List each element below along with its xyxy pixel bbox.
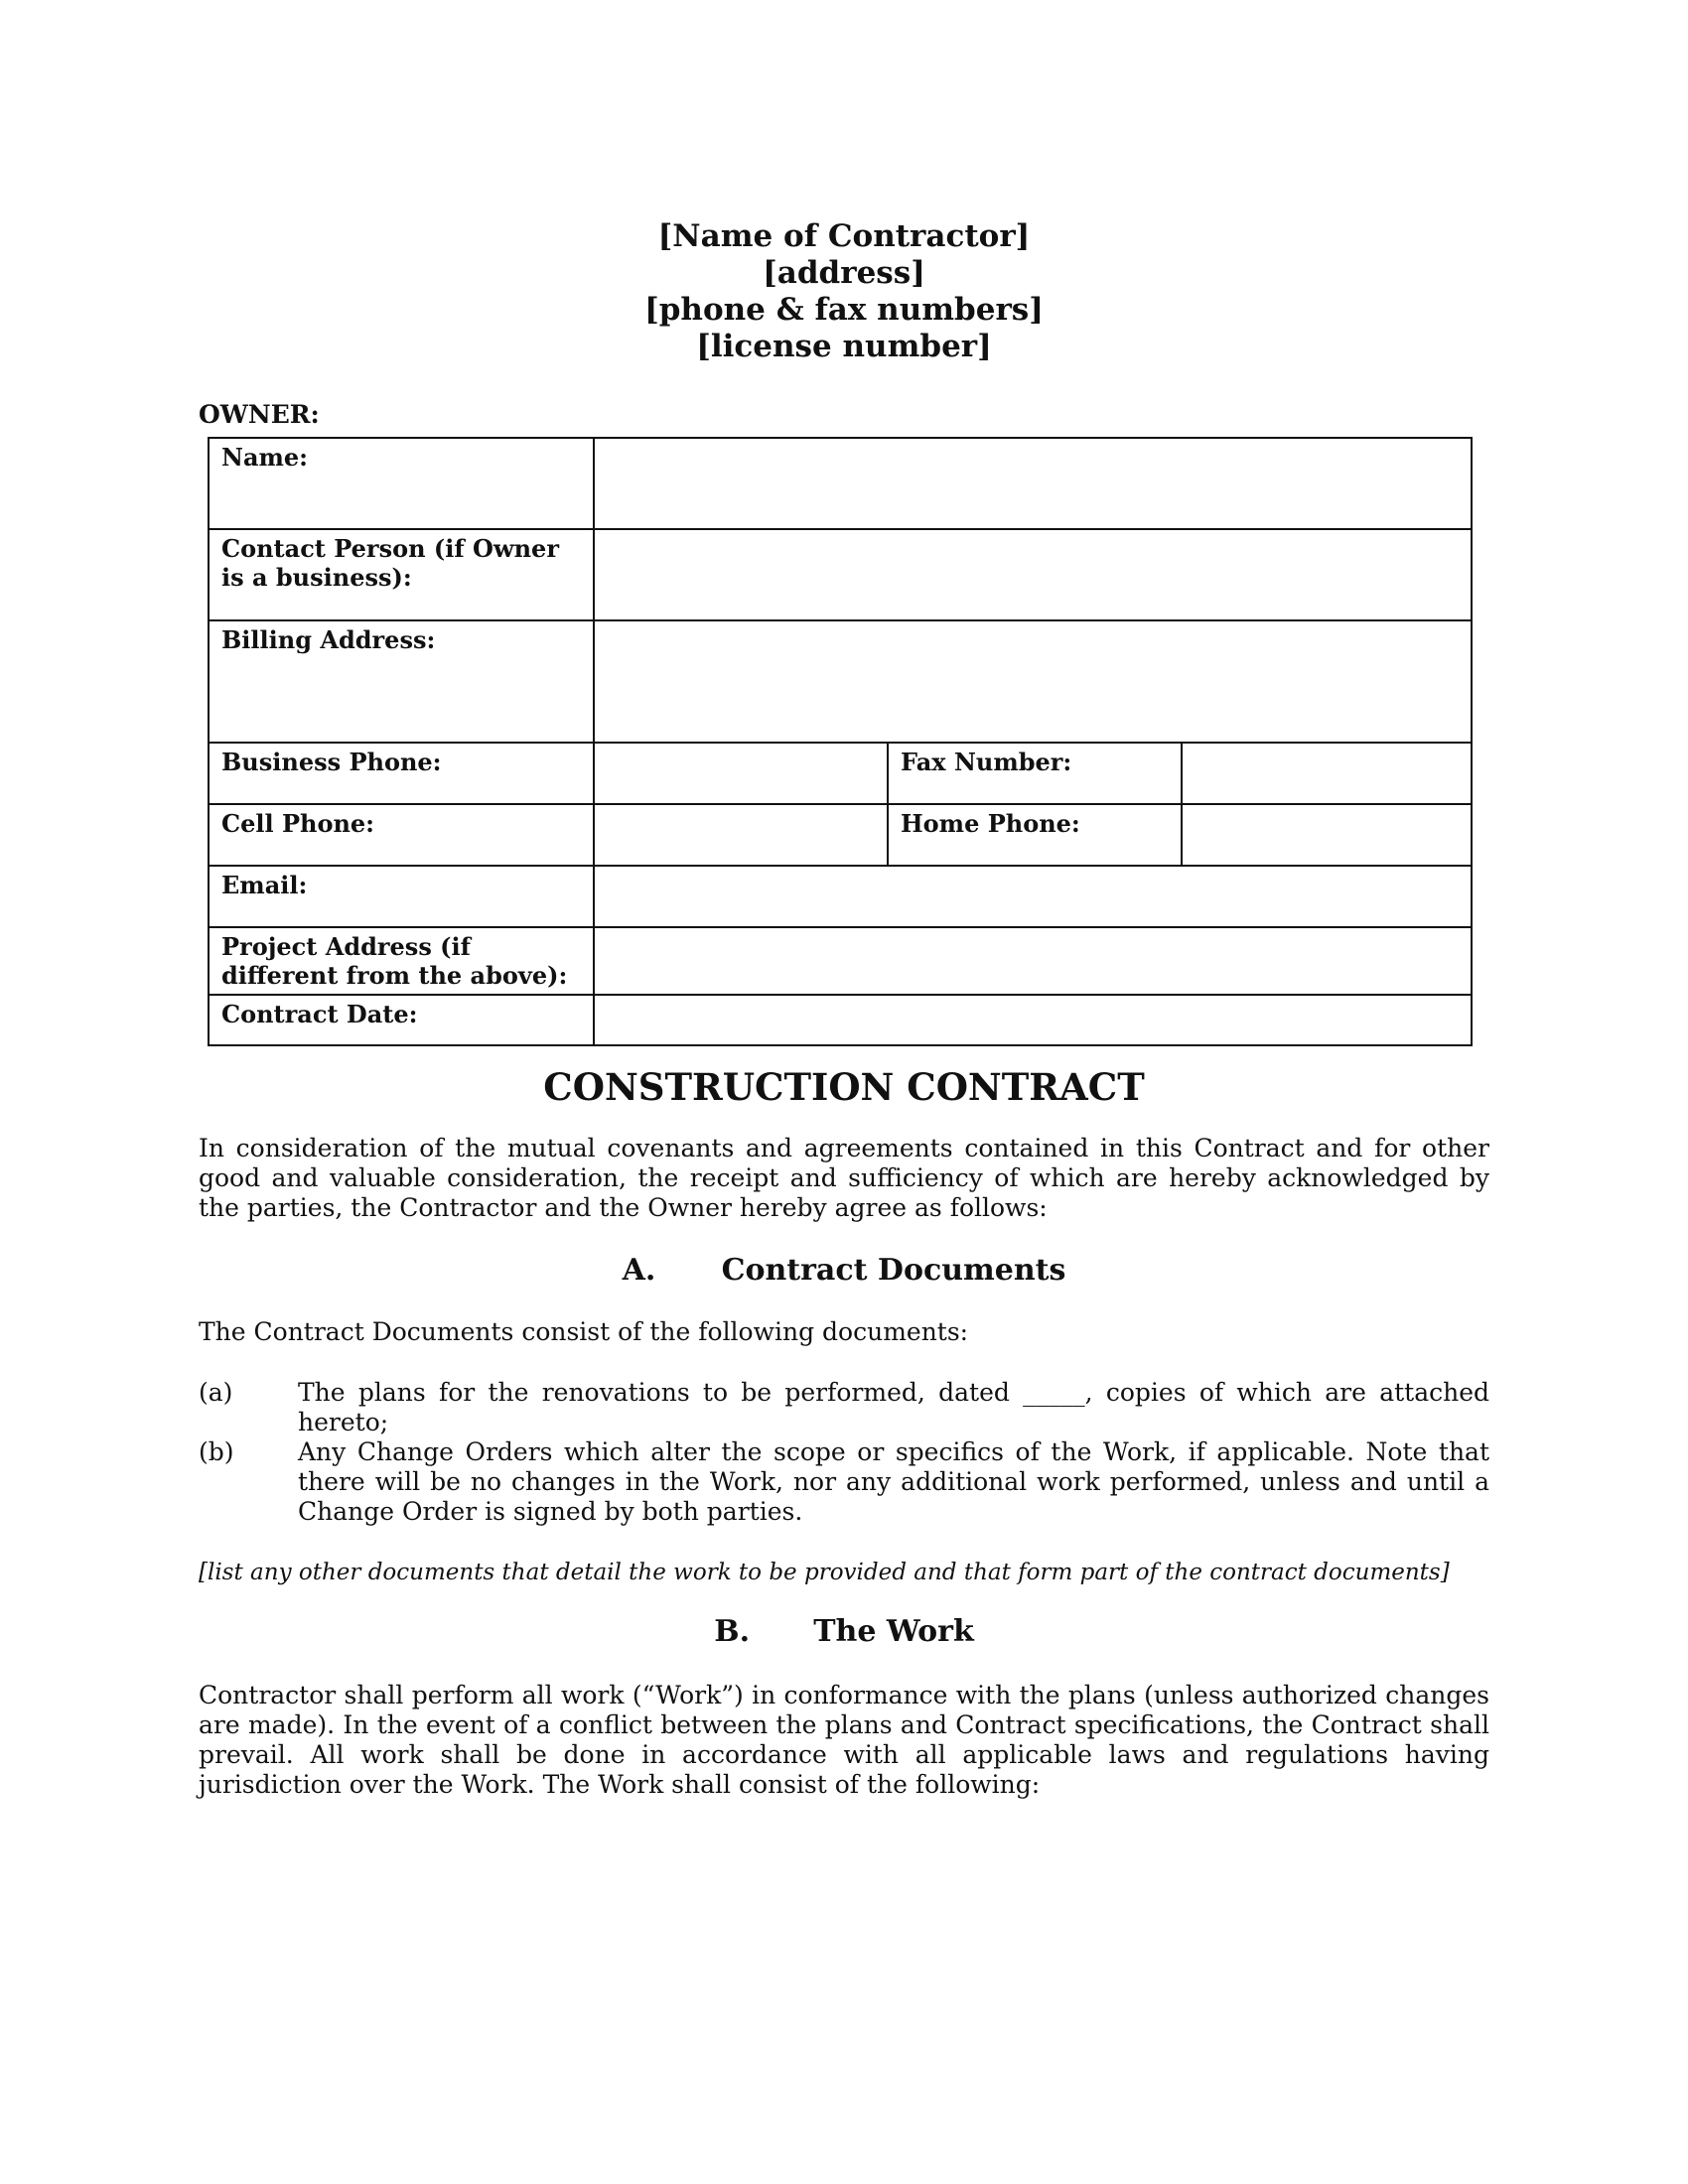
home-phone-label: Home Phone: [888,804,1182,866]
item-b-text: Any Change Orders which alter the scope or specifics of the Work, if applicable. Note that there will be no changes in the Work, nor any additional work performed, unless and until a Change Order is signed by both parties. [298,1437,1489,1526]
table-row [209,995,1472,1045]
section-a-title: Contract Documents [721,1253,1066,1288]
table-row [209,927,1472,995]
list-item [199,1437,1489,1527]
contract-date-field[interactable] [594,995,1472,1045]
contractor-address: [address] [763,255,925,291]
section-b-heading [0,1614,1688,1649]
cell-phone-field[interactable] [594,804,888,866]
contractor-phone-fax: [phone & fax numbers] [644,292,1044,328]
table-row [209,529,1472,620]
section-a-note: [list any other documents that detail the work to be provided and that form part of the contract documents] [199,1560,1450,1585]
name-field[interactable] [594,438,1472,529]
table-row [209,804,1472,866]
project-address-field[interactable] [594,927,1472,995]
cell-phone-label: Cell Phone: [209,804,594,866]
section-a-letter: A. [622,1253,656,1288]
table-row [209,866,1472,927]
contractor-name: [Name of Contractor] [657,218,1031,254]
table-row [209,620,1472,743]
email-field[interactable] [594,866,1472,927]
fax-number-label: Fax Number: [888,743,1182,804]
project-address-label: Project Address (if different from the above): [209,927,594,995]
name-label: Name: [209,438,594,529]
email-label: Email: [209,866,594,927]
table-row [209,743,1472,804]
owner-info-table [208,437,1473,1046]
business-phone-field[interactable] [594,743,888,804]
item-b-mark: (b) [199,1437,234,1466]
section-a-heading [0,1253,1688,1288]
contact-person-field[interactable] [594,529,1472,620]
billing-address-label: Billing Address: [209,620,594,743]
document-title: CONSTRUCTION CONTRACT [543,1065,1145,1109]
section-b-letter: B. [714,1614,751,1649]
section-a-lead: The Contract Documents consist of the following documents: [199,1317,969,1346]
section-b-title: The Work [813,1614,974,1649]
home-phone-field[interactable] [1182,804,1472,866]
item-a-text: The plans for the renovations to be performed, dated _____, copies of which are attached hereto; [298,1378,1489,1436]
table-row [209,438,1472,529]
intro-paragraph: In consideration of the mutual covenants and agreements contained in this Contract and for other good and valuable consideration, the receipt and sufficiency of which are hereby acknowledged by the parties, the Contractor and the Owner hereby agree as follows: [199,1134,1489,1222]
owner-label: OWNER: [199,400,320,429]
contact-person-label: Contact Person (if Owner is a business): [209,529,594,620]
contract-date-label: Contract Date: [209,995,594,1045]
contractor-license: [license number] [696,329,992,364]
business-phone-label: Business Phone: [209,743,594,804]
list-item [199,1378,1489,1437]
fax-number-field[interactable] [1182,743,1472,804]
contractor-header [0,218,1688,365]
item-a-mark: (a) [199,1378,233,1407]
section-b-text: Contractor shall perform all work (“Work”) in conformance with the plans (unless authorized changes are made). In the event of a conflict between the plans and Contract specifications, the Contract shall prevail. All work shall be done in accordance with all applicable laws and regulations having jurisdiction over the Work. The Work shall consist of the following: [199,1681,1489,1799]
billing-address-field[interactable] [594,620,1472,743]
